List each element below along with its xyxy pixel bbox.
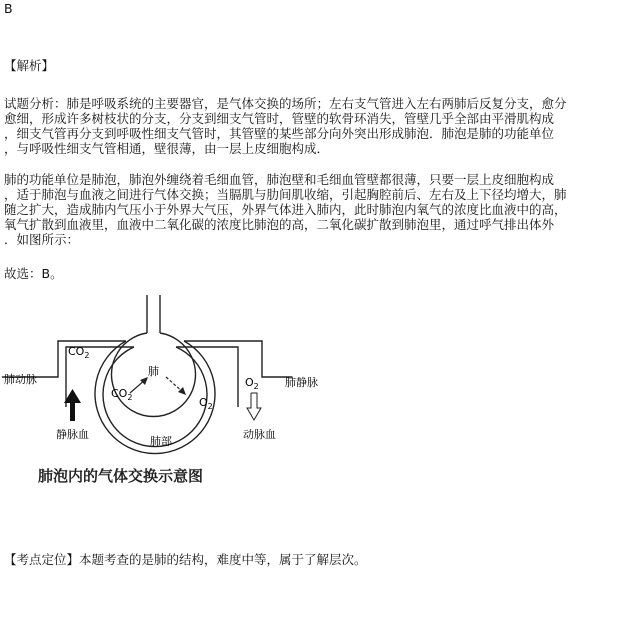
analysis-heading: 【解析】 bbox=[4, 58, 55, 73]
venous-blood-label: 静脉血 bbox=[56, 428, 89, 441]
alveolus-label: 肺 bbox=[148, 365, 159, 378]
pulmonary-artery-label: 肺动脉 bbox=[4, 373, 37, 386]
co2-top-label: $CO_2$ bbox=[68, 345, 90, 360]
paragraph-line: 愈细，形成许多树枝状的分支，分支到细支气管时，管壁的软骨环消失，管壁几乎全部由平滑肌构成 bbox=[4, 111, 555, 126]
paragraph-line: 随之扩大，造成肺内气压小于外界大气压，外界气体进入肺内，此时肺泡内氧气的浓度比血液中的高， bbox=[4, 202, 567, 217]
pulmonary-vein-label: 肺静脉 bbox=[285, 376, 318, 389]
analysis-paragraph-1 bbox=[4, 96, 628, 156]
knowledge-point: 【考点定位】本题考查的是肺的结构，难度中等，属于了解层次。 bbox=[4, 552, 367, 567]
paragraph-line: 试题分析：肺是呼吸系统的主要器官，是气体交换的场所；左右支气管进入左右两肺后反复分支，愈分 bbox=[4, 96, 567, 111]
paragraph-line: 肺的功能单位是肺泡，肺泡外缠绕着毛细血管，肺泡壁和毛细血管壁都很薄，只要一层上皮细胞构成 bbox=[4, 172, 555, 187]
co2-inner-label: $CO_2$ bbox=[111, 387, 133, 402]
paragraph-line: ．如图所示： bbox=[4, 232, 80, 247]
paragraph-line: ，与呼吸性细支气管相通，壁很薄，由一层上皮细胞构成． bbox=[4, 141, 330, 156]
arterial-blood-label: 动脉血 bbox=[243, 428, 276, 441]
lung-label: 肺部 bbox=[150, 435, 172, 448]
answer-letter: B bbox=[4, 1, 13, 16]
gas-exchange-diagram bbox=[0, 295, 330, 495]
paragraph-line: ，适于肺泡与血液之间进行气体交换；当膈肌与肋间肌收缩，引起胸腔前后、左右及上下径均增大，肺 bbox=[4, 187, 567, 202]
o2-inner-label: $O_2$ bbox=[199, 396, 213, 411]
analysis-paragraph-2 bbox=[4, 172, 628, 247]
o2-right-label: $O_2$ bbox=[245, 376, 259, 391]
diagram-caption: 肺泡内的气体交换示意图 bbox=[38, 467, 204, 485]
conclusion: 故选：B。 bbox=[4, 266, 63, 281]
arterial-flow-arrow bbox=[247, 393, 261, 420]
paragraph-line: 氧气扩散到血液里，血液中二氧化碳的浓度比肺泡的高，二氧化碳扩散到肺泡里，通过呼气排出体外 bbox=[4, 217, 555, 232]
paragraph-line: ，细支气管再分支到呼吸性细支气管时，其管壁的某些部分向外突出形成肺泡．肺泡是肺的功能单位 bbox=[4, 126, 555, 141]
